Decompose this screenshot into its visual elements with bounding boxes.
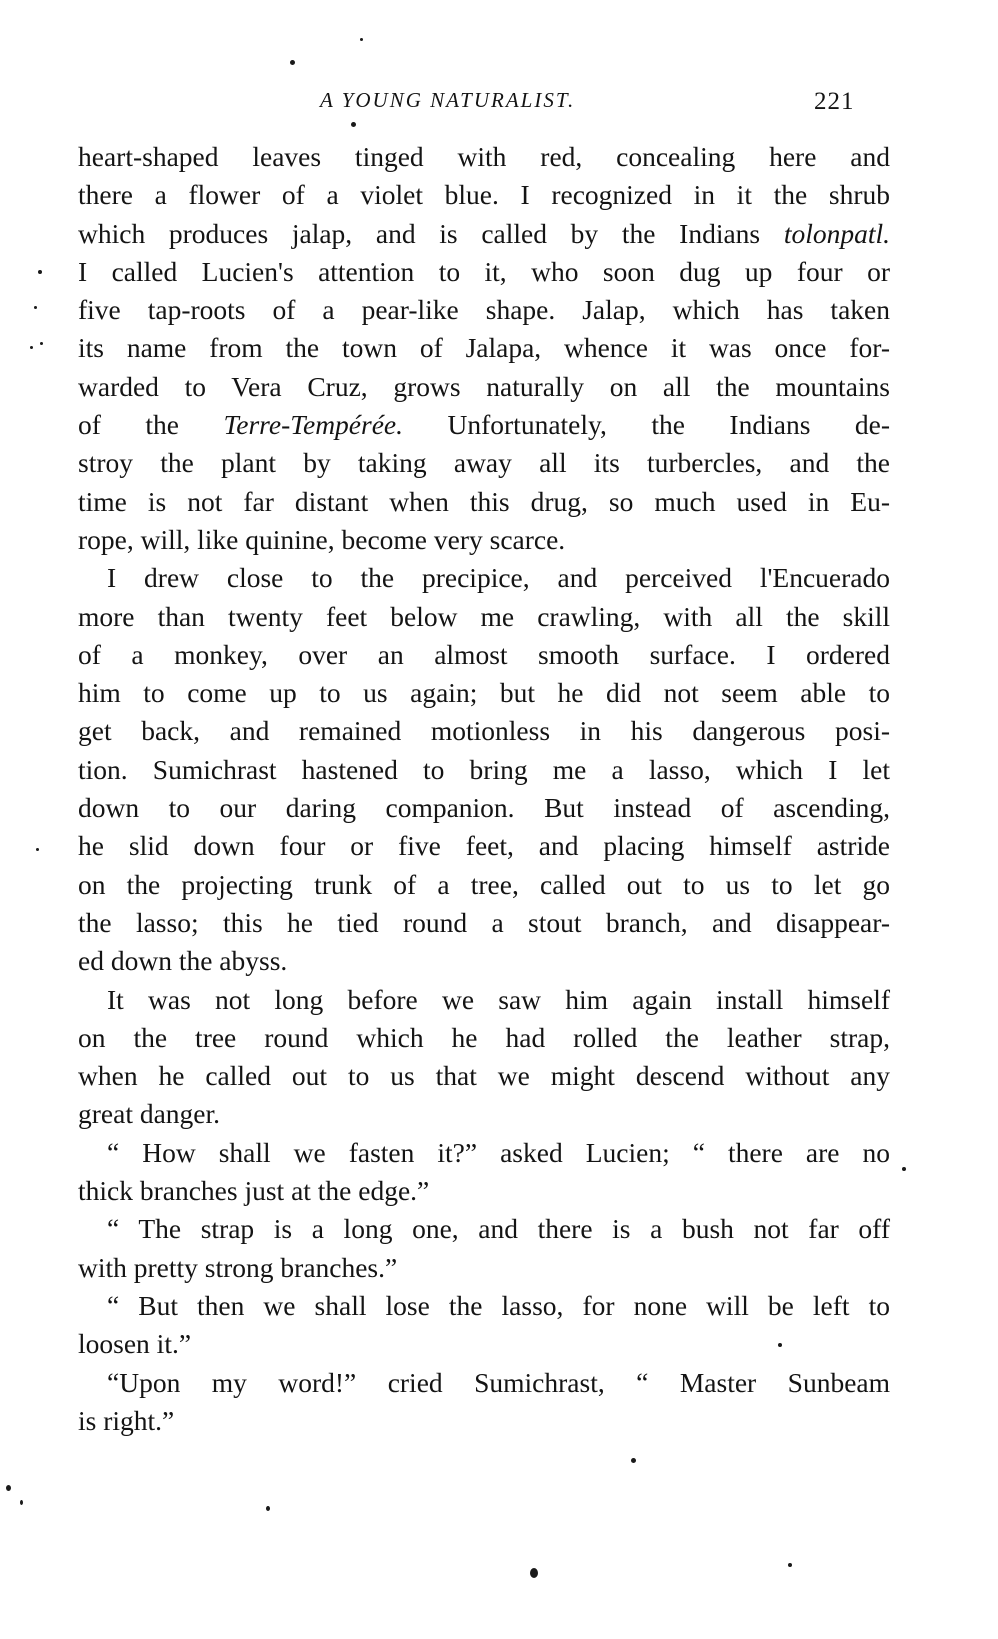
text-line: of a monkey, over an almost smooth surface. I ordered [78,638,890,670]
text-line: five tap-roots of a pear-like shape. Jalap, which has taken [78,294,890,326]
text-line: on the tree round which he had rolled the leather strap, [78,1021,890,1053]
ink-speck [40,342,43,345]
text-line: heart-shaped leaves tinged with red, concealing here and [78,141,890,172]
ink-speck [530,1568,538,1578]
text-line: I called Lucien's attention to it, who soon dug up four or [78,255,890,287]
ink-speck [360,38,363,41]
text-line: more than twenty feet below me crawling, with all the skill [78,600,890,632]
ink-speck [902,1167,906,1171]
text-line: “ The strap is a long one, and there is a bush not far off [107,1213,890,1245]
text-line: warded to Vera Cruz, grows naturally on all the mountains [78,370,890,402]
ink-speck [266,1506,270,1511]
text-line: It was not long before we saw him again install himself [107,983,890,1015]
text-line: time is not far distant when this drug, so much used in Eu- [78,485,890,517]
text-line: of the Terre-Tempérée. Unfortunately, the Indians de- [78,409,890,441]
paragraph-7 [78,1364,890,1441]
text-line: “ How shall we fasten it?” asked Lucien; “ there are no [107,1136,890,1168]
paragraph-3 [78,981,890,1134]
text-line: I drew close to the precipice, and perceived l'Encuerado [107,562,890,594]
italic-term: tolonpatl. [783,217,890,249]
ink-speck [778,1343,782,1347]
ink-speck [34,306,37,309]
text-line: great danger. [78,1098,221,1130]
text-line: loosen it.” [78,1328,192,1360]
ink-speck [30,346,33,349]
italic-term: Terre-Tempérée. [223,409,404,441]
text-line: which produces jalap, and is called by the Indians tolonpatl. [78,217,890,249]
text-line: him to come up to us again; but he did not seem able to [78,677,890,709]
text-line: on the projecting trunk of a tree, called out to us to let go [78,868,890,900]
paragraph-1 [78,138,890,559]
paragraph-4 [78,1134,890,1211]
text-line: down to our daring companion. But instead of ascending, [78,792,890,824]
ink-speck [6,1485,11,1491]
ink-speck [38,270,42,274]
ink-speck [290,60,295,65]
text-line: with pretty strong branches.” [78,1251,398,1283]
ink-speck [788,1563,792,1567]
text-line: rope, will, like quinine, become very scarce. [78,523,566,555]
ink-speck [351,122,356,127]
page-number: 221 [814,88,855,115]
text-line: he slid down four or five feet, and placing himself astride [78,830,890,862]
text-line: ed down the abyss. [78,945,288,977]
text-line: its name from the town of Jalapa, whence it was once for- [78,332,890,364]
text-line: “Upon my word!” cried Sumichrast, “ Master Sunbeam [107,1366,890,1398]
text-line: tion. Sumichrast hastened to bring me a lasso, which I let [78,753,890,785]
ink-speck [631,1458,636,1463]
ink-speck [36,848,39,851]
paragraph-6 [78,1287,890,1364]
text-line: there a flower of a violet blue. I recognized in it the shrub [78,179,890,211]
body-text [78,138,890,1440]
text-line: stroy the plant by taking away all its turbercles, and the [78,447,890,479]
running-title: A YOUNG NATURALIST. [320,88,576,112]
paragraph-2 [78,559,890,980]
text-line: when he called out to us that we might descend without any [78,1060,890,1092]
running-head [0,82,998,122]
text-line: is right.” [78,1404,175,1436]
paragraph-5 [78,1210,890,1287]
text-line: get back, and remained motionless in his dangerous posi- [78,715,890,747]
ink-speck [20,1500,23,1505]
text-line: the lasso; this he tied round a stout branch, and disappear- [78,906,890,938]
text-line: “ But then we shall lose the lasso, for none will be left to [107,1289,890,1321]
text-line: thick branches just at the edge.” [78,1175,430,1207]
